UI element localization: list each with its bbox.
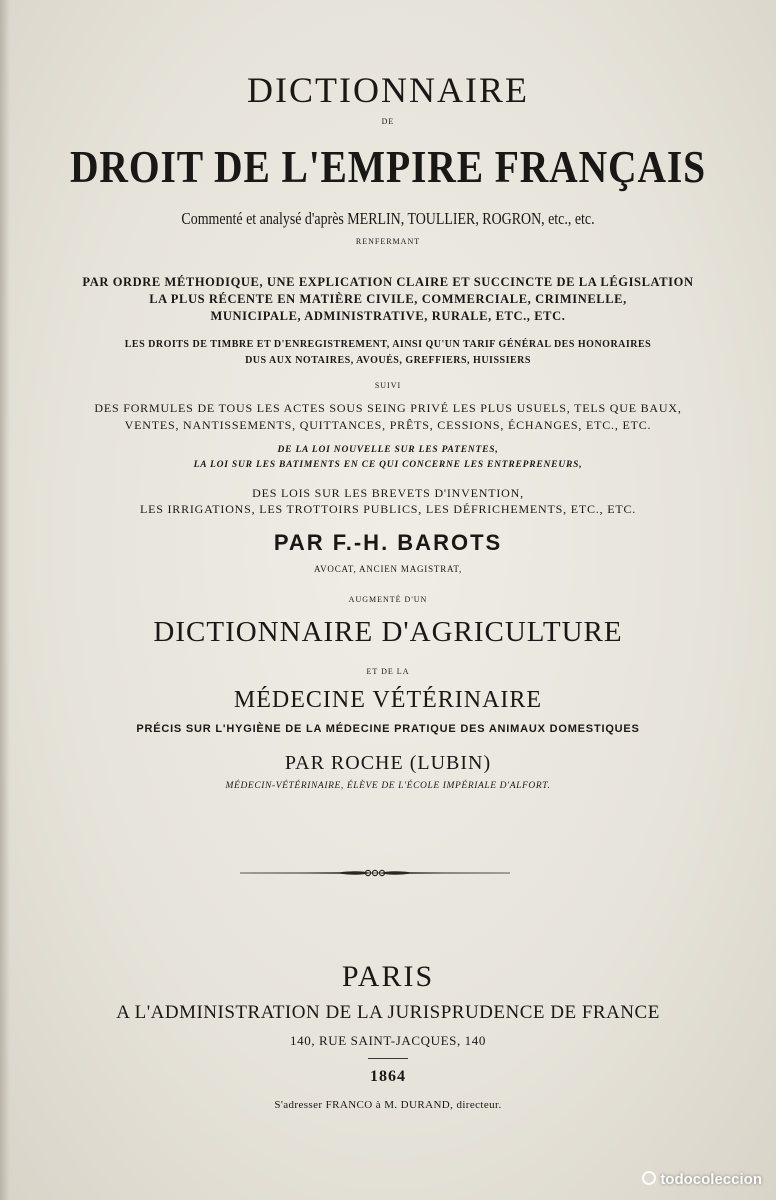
commentary-line: Commenté et analysé d'après MERLIN, TOULLIER, ROGRON, etc., etc. xyxy=(181,209,595,228)
description-line: DE LA LOI NOUVELLE SUR LES PATENTES, xyxy=(277,445,499,455)
description-line: DES LOIS SUR LES BREVETS D'INVENTION, xyxy=(252,486,524,500)
watermark-text: todocoleccion xyxy=(660,1171,762,1188)
title-line-2: DROIT DE L'EMPIRE FRANÇAIS xyxy=(70,141,706,192)
title-connector-de: DE xyxy=(381,117,395,126)
imprint-publisher: A L'ADMINISTRATION DE LA JURISPRUDENCE DE FRANCE xyxy=(116,1002,660,1023)
description-line: LES IRRIGATIONS, LES TROTTOIRS PUBLICS, LES DÉFRICHEMENTS, ETC., ETC. xyxy=(139,502,637,516)
description-line: LA LOI SUR LES BATIMENTS EN CE QUI CONCERNE LES ENTREPRENEURS, xyxy=(193,460,583,470)
description-line: DES FORMULES DE TOUS LES ACTES SOUS SEING PRIVÉ LES PLUS USUELS, TELS QUE BAUX, xyxy=(94,401,682,415)
imprint-address: 140, RUE SAINT-JACQUES, 140 xyxy=(290,1033,486,1048)
suivi-label: SUIVI xyxy=(374,381,402,390)
subtitle-medecine: MÉDECINE VÉTÉRINAIRE xyxy=(233,687,543,713)
description-line: LA PLUS RÉCENTE EN MATIÈRE CIVILE, COMMERCIALE, CRIMINELLE, xyxy=(149,292,627,306)
imprint-divider xyxy=(368,1058,408,1059)
description-line: LES DROITS DE TIMBRE ET D'ENREGISTREMENT, AINSI QU'UN TARIF GÉNÉRAL DES HONORAIRES xyxy=(124,339,652,350)
renfermant-label: RENFERMANT xyxy=(355,237,421,246)
ornamental-rule xyxy=(240,866,510,880)
et-de-la-label: ET DE LA xyxy=(366,667,410,676)
watermark-logo-icon xyxy=(642,1171,656,1185)
title-line-1: DICTIONNAIRE xyxy=(247,70,529,110)
imprint-contact: S'adresser FRANCO à M. DURAND, directeur. xyxy=(274,1099,502,1111)
augmente-label: AUGMENTÉ D'UN xyxy=(348,595,428,604)
description-line: PAR ORDRE MÉTHODIQUE, UNE EXPLICATION CLAIRE ET SUCCINCTE DE LA LÉGISLATION xyxy=(82,275,694,289)
precis-line: PRÉCIS SUR L'HYGIÈNE DE LA MÉDECINE PRATIQUE DES ANIMAUX DOMESTIQUES xyxy=(136,723,640,735)
imprint-year: 1864 xyxy=(370,1068,406,1085)
author-title: AVOCAT, ANCIEN MAGISTRAT, xyxy=(313,564,462,574)
subtitle-agriculture: DICTIONNAIRE D'AGRICULTURE xyxy=(153,616,623,648)
imprint-city: PARIS xyxy=(341,960,435,993)
author-byline: PAR F.-H. BAROTS xyxy=(273,530,503,555)
watermark xyxy=(642,1171,762,1188)
description-line: VENTES, NANTISSEMENTS, QUITTANCES, PRÊTS, CESSIONS, ÉCHANGES, ETC., ETC. xyxy=(124,418,652,432)
description-line: MUNICIPALE, ADMINISTRATIVE, RURALE, ETC., ETC. xyxy=(210,309,566,323)
description-line: DUS AUX NOTAIRES, AVOUÉS, GREFFIERS, HUISSIERS xyxy=(245,355,531,366)
second-author-title: MÉDECIN-VÉTÉRINAIRE, ÉLÈVE DE L'ÉCOLE IMPÉRIALE D'ALFORT. xyxy=(225,781,551,791)
second-author-byline: PAR ROCHE (LUBIN) xyxy=(284,752,492,774)
